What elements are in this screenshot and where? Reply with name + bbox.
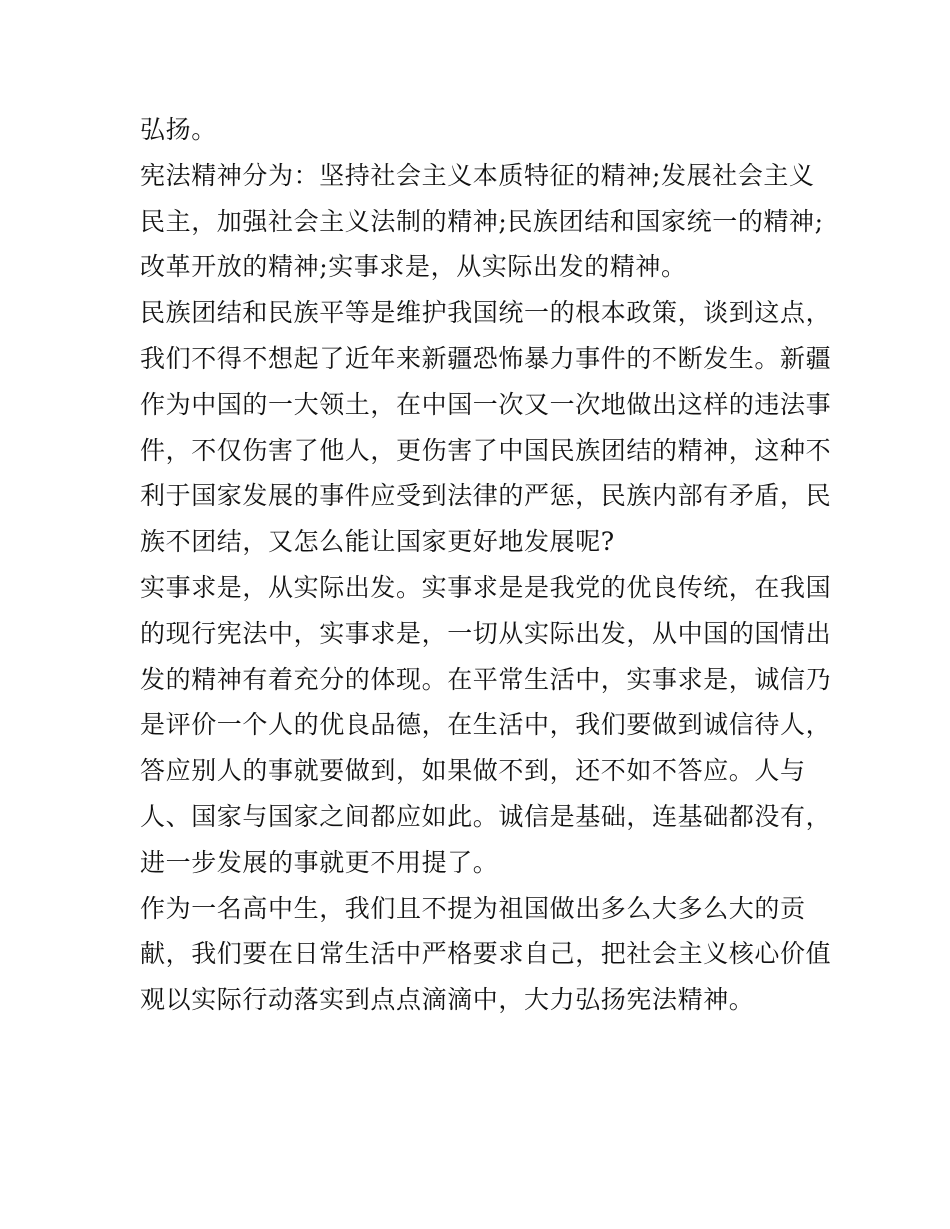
text-line: 人、国家与国家之间都应如此。诚信是基础，连基础都没有，	[140, 801, 832, 831]
text-line: 件，不仅伤害了他人，更伤害了中国民族团结的精神，这种不	[140, 435, 832, 465]
text-line: 改革开放的精神;实事求是，从实际出发的精神。	[140, 252, 687, 282]
text-line: 观以实际行动落实到点点滴滴中，大力弘扬宪法精神。	[140, 985, 755, 1015]
text-line: 的现行宪法中，实事求是，一切从实际出发，从中国的国情出	[140, 618, 832, 648]
text-line: 作为中国的一大领土，在中国一次又一次地做出这样的违法事	[140, 389, 832, 419]
text-line: 民主，加强社会主义法制的精神;民族团结和国家统一的精神;	[140, 206, 824, 236]
text-line: 进一步发展的事就更不用提了。	[140, 847, 499, 877]
text-line: 是评价一个人的优良品德，在生活中，我们要做到诚信待人，	[140, 710, 832, 740]
document-body	[140, 107, 830, 1023]
text-line: 宪法精神分为：坚持社会主义本质特征的精神;发展社会主义	[140, 160, 815, 190]
text-line: 族不团结，又怎么能让国家更好地发展呢?	[140, 527, 615, 557]
text-line: 利于国家发展的事件应受到法律的严惩，民族内部有矛盾，民	[140, 481, 832, 511]
text-line: 弘扬。	[140, 115, 217, 144]
text-line: 我们不得不想起了近年来新疆恐怖暴力事件的不断发生。新疆	[140, 343, 832, 373]
text-line: 献，我们要在日常生活中严格要求自己，把社会主义核心价值	[140, 939, 832, 969]
text-line: 民族团结和民族平等是维护我国统一的根本政策，谈到这点，	[140, 298, 832, 328]
text-line: 作为一名高中生，我们且不提为祖国做出多么大多么大的贡	[140, 893, 806, 923]
text-line: 答应别人的事就要做到，如果做不到，还不如不答应。人与	[140, 756, 806, 786]
text-line: 发的精神有着充分的体现。在平常生活中，实事求是，诚信乃	[140, 664, 832, 694]
text-line: 实事求是，从实际出发。实事求是是我党的优良传统，在我国	[140, 572, 832, 602]
